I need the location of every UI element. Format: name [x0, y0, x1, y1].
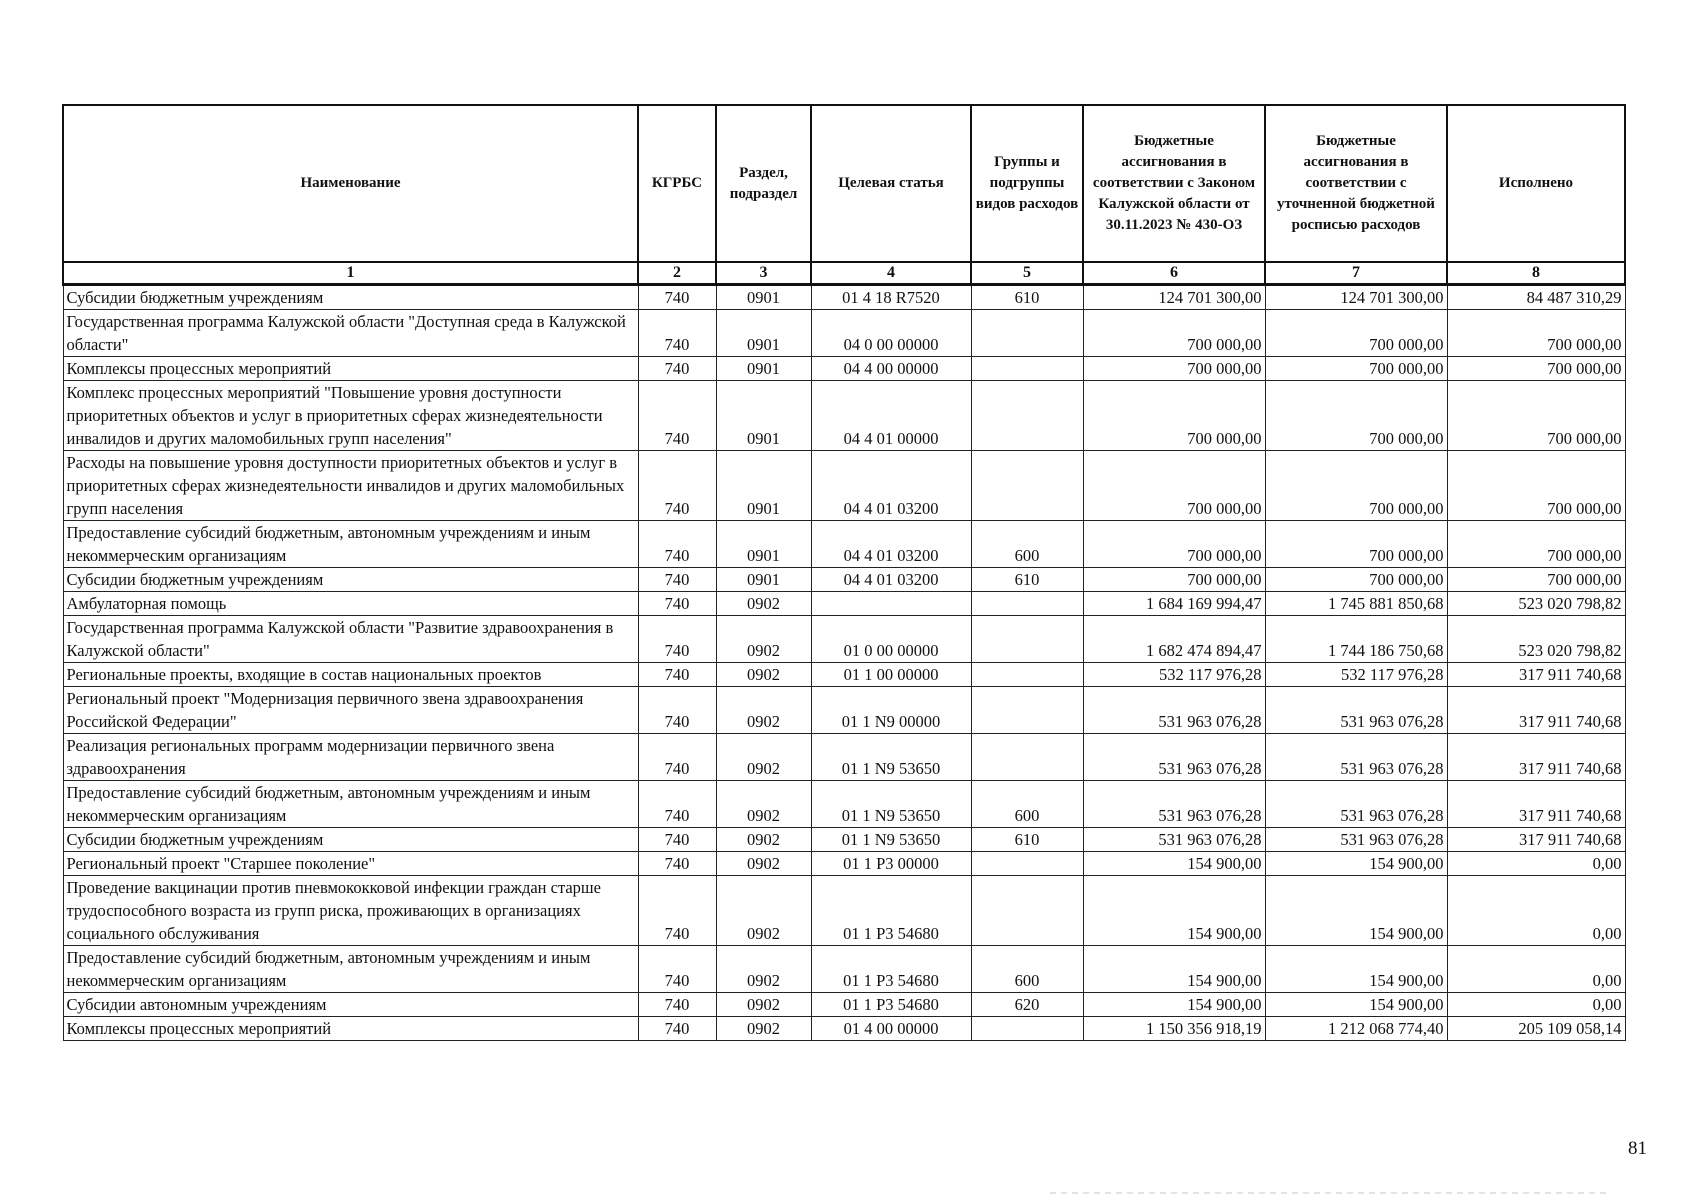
row-law-amount: 154 900,00	[1083, 946, 1265, 993]
row-target: 04 4 01 03200	[811, 568, 971, 592]
row-section: 0902	[716, 852, 811, 876]
row-law-amount: 532 117 976,28	[1083, 663, 1265, 687]
row-kgrbs: 740	[638, 521, 716, 568]
table-row	[63, 781, 1625, 828]
row-name: Комплексы процессных мероприятий	[63, 1017, 638, 1041]
row-law-amount: 531 963 076,28	[1083, 734, 1265, 781]
row-refined-amount: 700 000,00	[1265, 310, 1447, 357]
row-refined-amount: 154 900,00	[1265, 852, 1447, 876]
table-row	[63, 993, 1625, 1017]
row-refined-amount: 154 900,00	[1265, 946, 1447, 993]
row-refined-amount: 531 963 076,28	[1265, 687, 1447, 734]
row-executed-amount: 317 911 740,68	[1447, 663, 1625, 687]
row-executed-amount: 523 020 798,82	[1447, 616, 1625, 663]
row-section: 0902	[716, 616, 811, 663]
row-name: Проведение вакцинации против пневмококковой инфекции граждан старше трудоспособного возраста из групп риска, проживающих в организациях социального обслуживания	[63, 876, 638, 946]
budget-table	[62, 104, 1626, 1041]
row-law-amount: 700 000,00	[1083, 357, 1265, 381]
row-refined-amount: 154 900,00	[1265, 876, 1447, 946]
row-refined-amount: 1 745 881 850,68	[1265, 592, 1447, 616]
row-executed-amount: 0,00	[1447, 852, 1625, 876]
row-group	[971, 852, 1083, 876]
row-section: 0901	[716, 285, 811, 310]
column-number: 6	[1083, 262, 1265, 285]
row-section: 0902	[716, 663, 811, 687]
row-executed-amount: 700 000,00	[1447, 451, 1625, 521]
row-group	[971, 357, 1083, 381]
row-executed-amount: 84 487 310,29	[1447, 285, 1625, 310]
row-section: 0901	[716, 568, 811, 592]
row-section: 0902	[716, 781, 811, 828]
table-row	[63, 592, 1625, 616]
row-executed-amount: 700 000,00	[1447, 521, 1625, 568]
table-row	[63, 946, 1625, 993]
header-target: Целевая статья	[811, 105, 971, 262]
row-law-amount: 124 701 300,00	[1083, 285, 1265, 310]
row-kgrbs: 740	[638, 663, 716, 687]
header-law: Бюджетные ассигнования в соответствии с Законом Калужской области от 30.11.2023 № 430-ОЗ	[1083, 105, 1265, 262]
table-header-row	[63, 105, 1625, 262]
row-law-amount: 531 963 076,28	[1083, 828, 1265, 852]
row-law-amount: 1 684 169 994,47	[1083, 592, 1265, 616]
row-executed-amount: 523 020 798,82	[1447, 592, 1625, 616]
row-target: 01 1 P3 54680	[811, 946, 971, 993]
row-kgrbs: 740	[638, 828, 716, 852]
table-row	[63, 828, 1625, 852]
row-target: 01 1 P3 00000	[811, 852, 971, 876]
header-section: Раздел, подраздел	[716, 105, 811, 262]
row-executed-amount: 700 000,00	[1447, 310, 1625, 357]
row-kgrbs: 740	[638, 781, 716, 828]
row-kgrbs: 740	[638, 381, 716, 451]
row-executed-amount: 700 000,00	[1447, 357, 1625, 381]
row-target: 04 0 00 00000	[811, 310, 971, 357]
row-target: 04 4 00 00000	[811, 357, 971, 381]
table-row	[63, 734, 1625, 781]
row-refined-amount: 700 000,00	[1265, 451, 1447, 521]
row-kgrbs: 740	[638, 357, 716, 381]
row-group	[971, 451, 1083, 521]
row-section: 0902	[716, 876, 811, 946]
table-row	[63, 310, 1625, 357]
row-executed-amount: 700 000,00	[1447, 381, 1625, 451]
row-kgrbs: 740	[638, 592, 716, 616]
row-section: 0901	[716, 310, 811, 357]
row-section: 0902	[716, 1017, 811, 1041]
row-kgrbs: 740	[638, 852, 716, 876]
row-target: 04 4 01 00000	[811, 381, 971, 451]
row-group: 620	[971, 993, 1083, 1017]
column-number-row	[63, 262, 1625, 285]
row-law-amount: 700 000,00	[1083, 568, 1265, 592]
table-row	[63, 521, 1625, 568]
header-name: Наименование	[63, 105, 638, 262]
row-name: Субсидии бюджетным учреждениям	[63, 568, 638, 592]
row-executed-amount: 317 911 740,68	[1447, 828, 1625, 852]
row-executed-amount: 0,00	[1447, 993, 1625, 1017]
row-law-amount: 700 000,00	[1083, 310, 1265, 357]
table-row	[63, 876, 1625, 946]
column-number: 5	[971, 262, 1083, 285]
row-target: 01 4 18 R7520	[811, 285, 971, 310]
row-law-amount: 154 900,00	[1083, 876, 1265, 946]
row-section: 0902	[716, 687, 811, 734]
row-section: 0901	[716, 381, 811, 451]
row-kgrbs: 740	[638, 1017, 716, 1041]
row-executed-amount: 205 109 058,14	[1447, 1017, 1625, 1041]
row-law-amount: 700 000,00	[1083, 451, 1265, 521]
row-section: 0902	[716, 946, 811, 993]
row-law-amount: 531 963 076,28	[1083, 781, 1265, 828]
row-target: 01 1 P3 54680	[811, 993, 971, 1017]
row-refined-amount: 1 212 068 774,40	[1265, 1017, 1447, 1041]
row-refined-amount: 700 000,00	[1265, 381, 1447, 451]
row-name: Расходы на повышение уровня доступности приоритетных объектов и услуг в приоритетных сферах жизнедеятельности инвалидов и других маломобильных групп населения	[63, 451, 638, 521]
table-row	[63, 852, 1625, 876]
row-law-amount: 1 682 474 894,47	[1083, 616, 1265, 663]
row-target: 01 1 N9 53650	[811, 781, 971, 828]
row-group	[971, 381, 1083, 451]
row-name: Региональные проекты, входящие в состав национальных проектов	[63, 663, 638, 687]
row-target: 01 1 00 00000	[811, 663, 971, 687]
row-target: 01 1 N9 53650	[811, 828, 971, 852]
column-number: 2	[638, 262, 716, 285]
table-row	[63, 568, 1625, 592]
row-group	[971, 663, 1083, 687]
row-target: 01 1 P3 54680	[811, 876, 971, 946]
row-name: Государственная программа Калужской области "Доступная среда в Калужской области"	[63, 310, 638, 357]
row-section: 0902	[716, 592, 811, 616]
row-refined-amount: 531 963 076,28	[1265, 781, 1447, 828]
row-group	[971, 616, 1083, 663]
row-section: 0901	[716, 521, 811, 568]
row-refined-amount: 532 117 976,28	[1265, 663, 1447, 687]
row-executed-amount: 317 911 740,68	[1447, 781, 1625, 828]
row-law-amount: 700 000,00	[1083, 521, 1265, 568]
row-section: 0902	[716, 828, 811, 852]
row-target: 01 1 N9 53650	[811, 734, 971, 781]
row-target: 04 4 01 03200	[811, 451, 971, 521]
table-row	[63, 687, 1625, 734]
header-groups: Группы и подгруппы видов расходов	[971, 105, 1083, 262]
column-number: 4	[811, 262, 971, 285]
row-law-amount: 154 900,00	[1083, 852, 1265, 876]
header-executed: Исполнено	[1447, 105, 1625, 262]
row-name: Региональный проект "Модернизация первичного звена здравоохранения Российской Федерации"	[63, 687, 638, 734]
row-group	[971, 1017, 1083, 1041]
row-group	[971, 876, 1083, 946]
row-target	[811, 592, 971, 616]
row-target: 01 0 00 00000	[811, 616, 971, 663]
header-kgrbs: КГРБС	[638, 105, 716, 262]
row-kgrbs: 740	[638, 687, 716, 734]
row-kgrbs: 740	[638, 285, 716, 310]
table-row	[63, 357, 1625, 381]
table-row	[63, 616, 1625, 663]
header-refined: Бюджетные ассигнования в соответствии с уточненной бюджетной росписью расходов	[1265, 105, 1447, 262]
row-section: 0902	[716, 734, 811, 781]
table-row	[63, 1017, 1625, 1041]
row-law-amount: 1 150 356 918,19	[1083, 1017, 1265, 1041]
row-executed-amount: 0,00	[1447, 946, 1625, 993]
row-group: 600	[971, 946, 1083, 993]
table-row	[63, 451, 1625, 521]
row-refined-amount: 700 000,00	[1265, 568, 1447, 592]
row-law-amount: 531 963 076,28	[1083, 687, 1265, 734]
row-kgrbs: 740	[638, 310, 716, 357]
row-refined-amount: 531 963 076,28	[1265, 734, 1447, 781]
row-kgrbs: 740	[638, 876, 716, 946]
row-group	[971, 310, 1083, 357]
row-group	[971, 734, 1083, 781]
row-name: Субсидии бюджетным учреждениям	[63, 285, 638, 310]
row-section: 0902	[716, 993, 811, 1017]
row-name: Предоставление субсидий бюджетным, автономным учреждениям и иным некоммерческим организациям	[63, 781, 638, 828]
table-row	[63, 663, 1625, 687]
row-group	[971, 592, 1083, 616]
row-law-amount: 154 900,00	[1083, 993, 1265, 1017]
row-group: 600	[971, 521, 1083, 568]
row-kgrbs: 740	[638, 993, 716, 1017]
row-group: 610	[971, 285, 1083, 310]
row-kgrbs: 740	[638, 568, 716, 592]
row-group: 610	[971, 828, 1083, 852]
row-group: 600	[971, 781, 1083, 828]
row-refined-amount: 531 963 076,28	[1265, 828, 1447, 852]
row-kgrbs: 740	[638, 616, 716, 663]
row-name: Региональный проект "Старшее поколение"	[63, 852, 638, 876]
row-group: 610	[971, 568, 1083, 592]
row-name: Комплекс процессных мероприятий "Повышение уровня доступности приоритетных объектов и услуг в приоритетных сферах жизнедеятельности инвалидов и других маломобильных групп населения"	[63, 381, 638, 451]
row-executed-amount: 0,00	[1447, 876, 1625, 946]
row-executed-amount: 700 000,00	[1447, 568, 1625, 592]
page-number: 81	[1628, 1138, 1647, 1159]
scan-artifact-line	[1050, 1192, 1610, 1194]
table-row	[63, 285, 1625, 310]
row-name: Комплексы процессных мероприятий	[63, 357, 638, 381]
row-refined-amount: 700 000,00	[1265, 357, 1447, 381]
row-name: Предоставление субсидий бюджетным, автономным учреждениям и иным некоммерческим организациям	[63, 946, 638, 993]
row-refined-amount: 154 900,00	[1265, 993, 1447, 1017]
row-executed-amount: 317 911 740,68	[1447, 734, 1625, 781]
column-number: 3	[716, 262, 811, 285]
column-number: 7	[1265, 262, 1447, 285]
row-name: Амбулаторная помощь	[63, 592, 638, 616]
row-law-amount: 700 000,00	[1083, 381, 1265, 451]
row-section: 0901	[716, 357, 811, 381]
row-name: Реализация региональных программ модернизации первичного звена здравоохранения	[63, 734, 638, 781]
table-row	[63, 381, 1625, 451]
row-kgrbs: 740	[638, 946, 716, 993]
row-target: 01 1 N9 00000	[811, 687, 971, 734]
column-number: 8	[1447, 262, 1625, 285]
row-section: 0901	[716, 451, 811, 521]
row-target: 01 4 00 00000	[811, 1017, 971, 1041]
row-refined-amount: 124 701 300,00	[1265, 285, 1447, 310]
row-name: Субсидии бюджетным учреждениям	[63, 828, 638, 852]
row-refined-amount: 1 744 186 750,68	[1265, 616, 1447, 663]
budget-sheet	[62, 104, 1624, 1041]
row-name: Предоставление субсидий бюджетным, автономным учреждениям и иным некоммерческим организациям	[63, 521, 638, 568]
row-kgrbs: 740	[638, 451, 716, 521]
row-target: 04 4 01 03200	[811, 521, 971, 568]
column-number: 1	[63, 262, 638, 285]
row-name: Субсидии автономным учреждениям	[63, 993, 638, 1017]
row-kgrbs: 740	[638, 734, 716, 781]
row-executed-amount: 317 911 740,68	[1447, 687, 1625, 734]
row-name: Государственная программа Калужской области "Развитие здравоохранения в Калужской области"	[63, 616, 638, 663]
row-group	[971, 687, 1083, 734]
row-refined-amount: 700 000,00	[1265, 521, 1447, 568]
